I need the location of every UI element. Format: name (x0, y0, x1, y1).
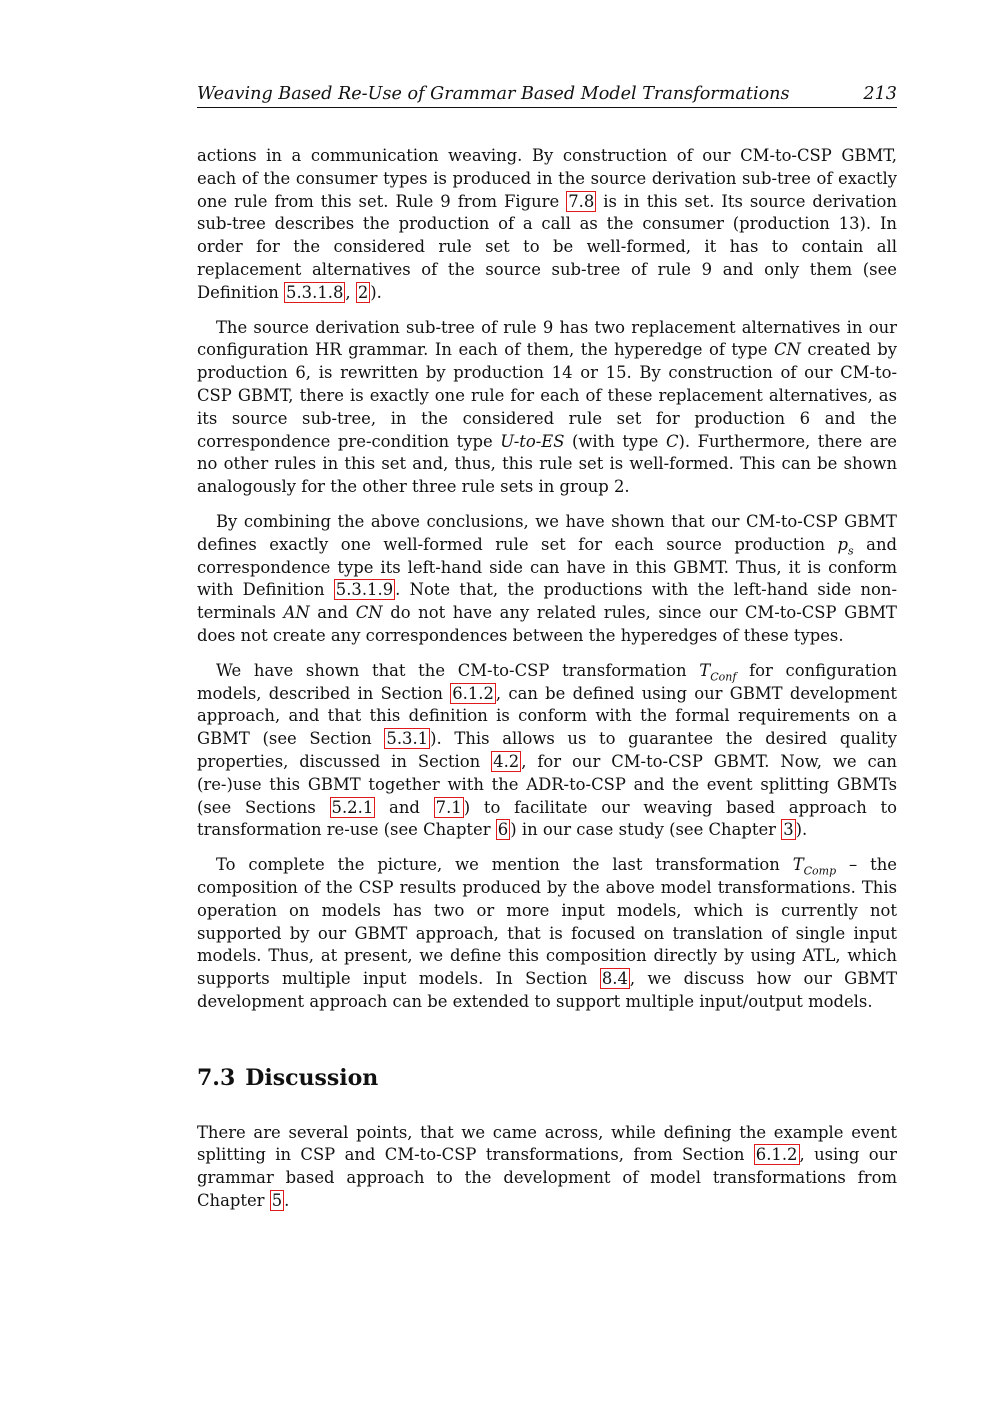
chapter-link[interactable]: 6 (497, 820, 509, 840)
math-symbol: T (792, 855, 804, 875)
text: ). Furthermore, there are no other rules in this set and, thus, this rule set is well-formed. This can be shown analogously for the other three rule sets in group 2. (197, 431, 897, 497)
paragraph-5 (197, 854, 897, 1014)
math-symbol: CN (774, 340, 801, 360)
text: do not have any related rules, since our CM-to-CSP GBMT does not create any correspondences between the hyperedges of these types. (197, 603, 897, 645)
running-header-title: Weaving Based Re-Use of Grammar Based Model Transformations (197, 84, 790, 104)
math-symbol: T (699, 660, 711, 680)
text: , can be defined using our GBMT development approach, and that this definition is conform with the formal requirements on a GBMT (see Section (197, 683, 898, 749)
item-link[interactable]: 2 (357, 282, 369, 302)
section-heading (197, 1064, 897, 1092)
math-subscript: Conf (710, 670, 737, 684)
body-text (197, 145, 897, 1213)
math-symbol: AN (283, 603, 310, 623)
section-link[interactable]: 5.3.1 (386, 729, 429, 749)
page (197, 82, 897, 1225)
text: for configuration models, described in Section (197, 660, 898, 703)
text: . Note that, the productions with the left-hand side non-terminals (197, 580, 897, 623)
text: , we discuss how our GBMT development approach can be extended to support multiple input/output models. (197, 969, 898, 1011)
text: ) to facilitate our weaving based approach to transformation re-use (see Chapter (197, 797, 897, 840)
paragraph-1 (197, 145, 897, 305)
text: is in this set. Its source derivation sub-tree describes the production of a call as the consumer (production 13). In order for the considered rule set to be well-formed, it has to contain all replacement alternatives of the source sub-tree of rule 9 and only them (see Definition (197, 191, 897, 302)
text: (with type (564, 431, 666, 451)
text: and (309, 603, 356, 623)
text: actions in a communication weaving. By construction of our CM-to-CSP GBMT, each of the consumer types is produced in the source derivation sub-tree of exactly one rule from this set. Rule 9 from Figure (197, 146, 897, 211)
paragraph-3 (197, 511, 897, 648)
section-link[interactable]: 8.4 (601, 969, 628, 989)
text: created by production 6, is rewritten by production 14 or 15. By construction of our CM-to-CSP GBMT, there is exactly one rule for each of these replacement alternatives, as its source sub-tree, in the considered rule set for production 6 and the correspondence pre-condition type (197, 340, 897, 451)
section-link[interactable]: 6.1.2 (755, 1145, 798, 1165)
page-number: 213 (863, 84, 897, 104)
math-subscript: Comp (803, 864, 837, 878)
section-title: Discussion (245, 1064, 379, 1091)
text: , for our CM-to-CSP GBMT. Now, we can (re-)use this GBMT together with the ADR-to-CSP and the event splitting GBMTs (see Sections (197, 751, 897, 817)
text: By combining the above conclusions, we have shown that our CM-to-CSP GBMT defines exactly one well-formed rule set for each source production (197, 511, 897, 554)
chapter-link[interactable]: 3 (783, 820, 794, 840)
math-symbol: p (837, 534, 849, 554)
math-symbol: CN (355, 603, 383, 623)
section-link[interactable]: 5.2.1 (331, 797, 374, 817)
text: . (284, 1191, 290, 1211)
text: , using our grammar based approach to the development of model transformations from Chapter (197, 1145, 897, 1211)
paragraph-6 (197, 1122, 897, 1213)
text: ). This allows us to guarantee the desired quality properties, discussed in Section (197, 729, 897, 771)
text: – the composition of the CSP results produced by the above model transformations. This operation on models has two or more input models, which is currently not supported by our GBMT approach, that is focused on translation of single input models. Thus, at present, we define this composition directly by using ATL, which supports multiple input models. In Section (197, 855, 897, 989)
section-link[interactable]: 4.2 (493, 751, 520, 771)
figure-link[interactable]: 7.8 (568, 191, 595, 211)
chapter-link[interactable]: 5 (271, 1191, 283, 1211)
math-subscript: s (848, 544, 854, 558)
math-symbol: C (665, 431, 679, 451)
text: ) in our case study (see Chapter (510, 820, 782, 840)
definition-link[interactable]: 5.3.1.9 (335, 580, 394, 600)
paragraph-2 (197, 317, 897, 499)
section-link[interactable]: 6.1.2 (452, 683, 494, 703)
section-number: 7.3 (197, 1064, 236, 1091)
section-link[interactable]: 7.1 (435, 797, 462, 817)
text: , (345, 282, 356, 302)
text: The source derivation sub-tree of rule 9 has two replacement alternatives in our configuration HR grammar. In each of them, the hyperedge of type (197, 317, 897, 360)
text: and correspondence type its left-hand side can have in this GBMT. Thus, it is conform with Definition (197, 534, 898, 600)
text: and (375, 797, 434, 817)
text: We have shown that the CM-to-CSP transformation (216, 660, 700, 680)
text: To complete the picture, we mention the last transformation (216, 855, 793, 875)
text: There are several points, that we came across, while defining the example event splitting in CSP and CM-to-CSP transformations, from Section (197, 1122, 897, 1165)
text: ). (370, 282, 382, 302)
definition-link[interactable]: 5.3.1.8 (286, 282, 344, 302)
running-header (197, 82, 897, 108)
text: ). (795, 820, 808, 840)
paragraph-4 (197, 660, 897, 842)
math-symbol: U-to-ES (500, 431, 565, 451)
